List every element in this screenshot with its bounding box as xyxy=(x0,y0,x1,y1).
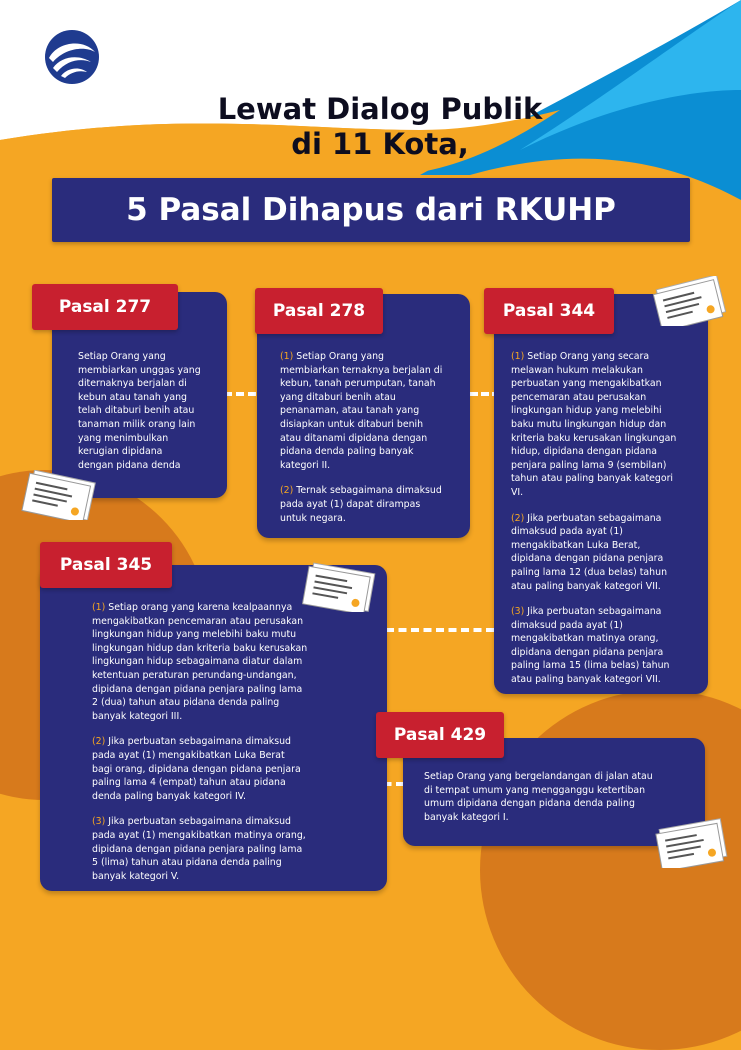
text-line: 2 (dua) tahun atau pidana denda paling xyxy=(92,697,280,709)
text-line: kategori II. xyxy=(280,459,331,471)
text-line: Setiap Orang yang bergelandangan di jalan atau xyxy=(424,771,653,782)
text-line: yang menimbulkan xyxy=(78,432,169,444)
text-line: paling lama 4 (empat) tahun atau pidana xyxy=(92,777,286,789)
text-line: paling lama 15 (lima belas) tahun xyxy=(511,660,670,672)
text-line: perbuatan yang mengakibatkan xyxy=(511,378,662,390)
text-line: banyak kategori III. xyxy=(92,710,183,722)
clause-number: (1) xyxy=(511,351,525,362)
article-344-text xyxy=(511,350,705,687)
article-label-429: Pasal 429 xyxy=(376,712,504,758)
text-line: bagi orang, dipidana dengan pidana penjara xyxy=(92,763,301,775)
text-line: (1) Setiap Orang yang xyxy=(280,351,384,362)
text-line: banyak kategori I. xyxy=(424,811,509,823)
document-icon xyxy=(650,276,730,326)
clause-2 xyxy=(511,512,705,594)
text-line: kriteria baku kerusakan lingkungan xyxy=(511,432,677,444)
article-label-344: Pasal 344 xyxy=(484,288,614,334)
clause-2 xyxy=(92,735,382,803)
text-line: dimaksud pada ayat (1) xyxy=(511,526,623,538)
clause-number: (2) xyxy=(92,736,106,748)
text-line: lingkungan hidup dan kriteria baku kerusakan xyxy=(92,642,308,654)
page-title: 5 Pasal Dihapus dari RKUHP xyxy=(52,178,690,242)
article-label-277: Pasal 277 xyxy=(32,284,178,330)
kominfo-emblem-icon xyxy=(39,28,105,86)
text-line: pidana denda paling banyak xyxy=(280,446,414,458)
text-line: (1) Setiap Orang yang secara xyxy=(511,351,650,362)
text-line: banyak kategori V. xyxy=(92,870,180,882)
text-line: dipidana dengan pidana penjara xyxy=(511,553,664,565)
text-line: kebun atau tanah yang xyxy=(78,391,187,403)
text-line: dimaksud pada ayat (1) xyxy=(511,619,623,631)
clause-number: (3) xyxy=(511,606,525,618)
connector-277-278 xyxy=(224,392,256,396)
text-line: dengan pidana denda xyxy=(78,459,181,471)
text-line: dipidana dengan pidana penjara xyxy=(511,646,664,658)
text-line: mengakibatkan Luka Berat, xyxy=(511,539,641,551)
text-line: (3) Jika perbuatan sebagaimana xyxy=(511,606,662,618)
text-line: denda paling banyak kategori IV. xyxy=(92,790,246,802)
text-line: mengakibatkan matinya orang, xyxy=(511,633,659,645)
text-line: atau paling banyak kategori VII. xyxy=(511,674,661,686)
text-line: mengakibatkan pencemaran atau perusakan xyxy=(92,615,304,627)
clause-1 xyxy=(511,350,705,500)
clause-number: (3) xyxy=(92,816,106,828)
headline-line-2: di 11 Kota, xyxy=(291,127,469,161)
text-line: dipidana dengan pidana penjara paling lama xyxy=(92,843,303,855)
clause-1 xyxy=(92,601,382,723)
text-line: yang ditaburi benih atau xyxy=(280,391,396,403)
text-line: (2) Jika perbuatan sebagaimana xyxy=(511,512,662,524)
text-line: lingkungan hidup yang melebihi baku mutu xyxy=(92,629,297,641)
text-line: lingkungan hidup sebagaimana diatur dalam xyxy=(92,656,303,668)
text-line: penjara paling lama 9 (sembilan) xyxy=(511,459,667,471)
clause-number: (2) xyxy=(280,485,294,497)
text-line: diternaknya berjalan di xyxy=(78,378,187,390)
text-line: Setiap Orang yang xyxy=(78,351,166,362)
clause-3 xyxy=(92,815,382,883)
text-line: penanaman, atau tanah yang xyxy=(280,405,420,417)
clause-3 xyxy=(511,605,705,687)
headline xyxy=(140,92,620,162)
text-line: VI. xyxy=(511,486,524,498)
text-line: atau ditanami dipidana dengan xyxy=(280,432,428,444)
clause-number: (1) xyxy=(280,351,294,362)
headline-line-1: Lewat Dialog Publik xyxy=(217,92,543,126)
text-line: kerugian dipidana xyxy=(78,446,163,458)
clause-1 xyxy=(280,350,464,472)
text-line: telah ditaburi benih atau xyxy=(78,405,195,417)
text-line: di tempat umum yang mengganggu ketertiban xyxy=(424,784,646,796)
text-line: paling lama 12 (dua belas) tahun xyxy=(511,566,668,578)
brand-name: KOMINFO xyxy=(28,88,90,102)
kominfo-logo xyxy=(36,28,108,90)
text-line: untuk negara. xyxy=(280,512,346,524)
text-line: pencemaran atau perusakan xyxy=(511,391,647,403)
text-line: membiarkan unggas yang xyxy=(78,364,201,376)
document-icon xyxy=(652,818,732,868)
text-line: kebun, tanah perumputan, tanah xyxy=(280,378,436,390)
text-line: disiapkan untuk ditaburi benih xyxy=(280,418,424,430)
text-line: dipidana dengan pidana penjara paling lama xyxy=(92,683,303,695)
article-278-text xyxy=(280,350,464,525)
connector-345-344 xyxy=(386,628,494,632)
text-line: (3) Jika perbuatan sebagaimana dimaksud xyxy=(92,816,292,828)
text-line: tahun atau paling banyak kategori xyxy=(511,473,674,485)
clause-number: (1) xyxy=(92,602,106,613)
text-line: (1) Setiap orang yang karena kealpaannya xyxy=(92,602,293,613)
text-line: tanaman milik orang lain xyxy=(78,418,196,430)
text-line: pada ayat (1) mengakibatkan matinya orang, xyxy=(92,829,306,841)
text-line: lingkungan hidup yang melebihi xyxy=(511,405,662,417)
text-line: baku mutu lingkungan hidup dan xyxy=(511,418,667,430)
article-429-text xyxy=(424,770,702,824)
text-line: hidup, dipidana dengan pidana xyxy=(511,446,658,458)
clause-number: (2) xyxy=(511,512,525,524)
text-line: pada ayat (1) mengakibatkan Luka Berat xyxy=(92,749,285,761)
document-icon xyxy=(20,470,100,520)
text-line: umum dipidana dengan pidana denda paling xyxy=(424,798,635,810)
text-line: 5 (lima) tahun atau pidana denda paling xyxy=(92,857,282,869)
text-line: membiarkan ternaknya berjalan di xyxy=(280,364,443,376)
text-line: (2) Jika perbuatan sebagaimana dimaksud xyxy=(92,736,292,748)
text-line: pada ayat (1) dapat dirampas xyxy=(280,498,421,510)
text-line: (2) Ternak sebagaimana dimaksud xyxy=(280,485,442,497)
text-line: ketentuan peraturan perundang-undangan, xyxy=(92,669,297,681)
article-label-345: Pasal 345 xyxy=(40,542,172,588)
document-icon xyxy=(300,562,380,612)
text-line: atau paling banyak kategori VII. xyxy=(511,580,661,592)
clause-2 xyxy=(280,484,464,525)
article-345-text xyxy=(92,601,382,883)
article-277-text xyxy=(78,350,218,472)
article-label-278: Pasal 278 xyxy=(255,288,383,334)
text-line: melawan hukum melakukan xyxy=(511,364,643,376)
